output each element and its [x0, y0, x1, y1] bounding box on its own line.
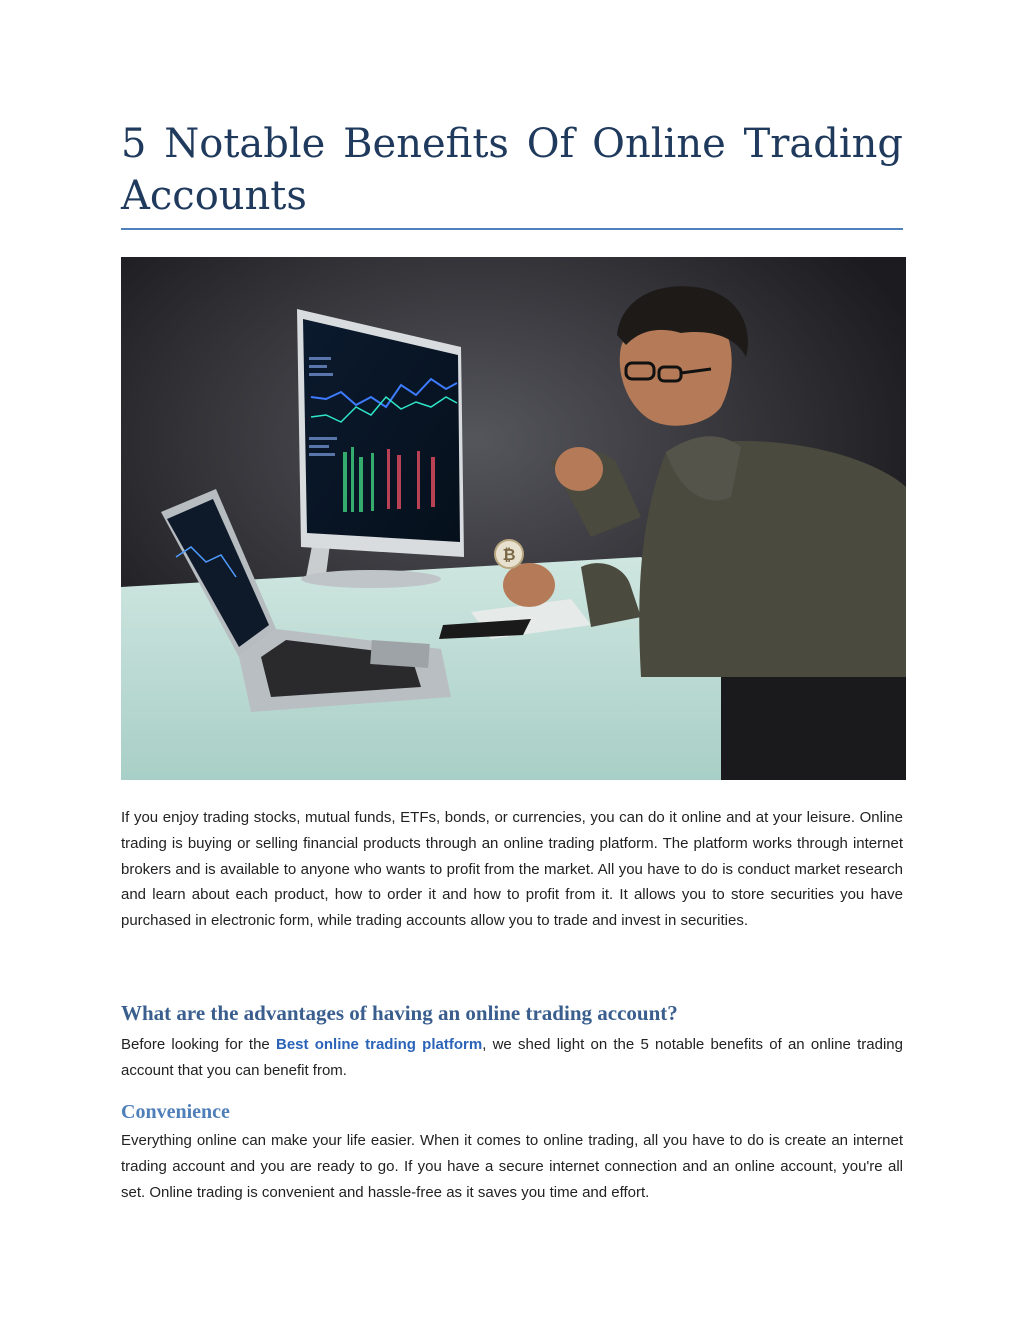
bitcoin-coin-icon — [495, 540, 523, 568]
hero-image — [121, 257, 906, 780]
intro-paragraph: If you enjoy trading stocks, mutual funds, ETFs, bonds, or currencies, you can do it online and at your leisure. Online trading is buying or selling financial products through an online trading platform. The platform works through internet brokers and is available to anyone who wants to profit from the market. All you have to do is conduct market research and learn about each product, how to order it and how to profit from it. It allows you to store securities you have purchased in electronic form, while trading accounts allow you to trade and invest in securities. — [121, 809, 903, 930]
hero-illustration — [121, 257, 906, 780]
svg-text:₿: ₿ — [502, 545, 516, 564]
desktop-monitor — [297, 309, 464, 557]
advantages-text-after-link: , we shed light on the 5 notable benefits of an online trading account that you can benefit from. — [121, 1036, 903, 1079]
page-title: 5 Notable Benefits Of Online Trading Accounts — [121, 121, 903, 219]
convenience-paragraph: Everything online can make your life easier. When it comes to online trading, all you have to do is create an internet trading account and you are ready to go. If you have a secure internet connection and an online account, you're all set. Online trading is convenient and hassle-free as it saves you time and effort. — [121, 1132, 903, 1201]
best-online-trading-platform-link[interactable]: Best online trading platform — [276, 1036, 483, 1053]
advantages-heading: What are the advantages of having an online trading account? — [121, 1001, 678, 1025]
advantages-text-before-link: Before looking for the — [121, 1036, 276, 1053]
title-divider — [121, 228, 903, 230]
advantages-paragraph — [121, 1032, 903, 1083]
convenience-heading: Convenience — [121, 1101, 230, 1123]
